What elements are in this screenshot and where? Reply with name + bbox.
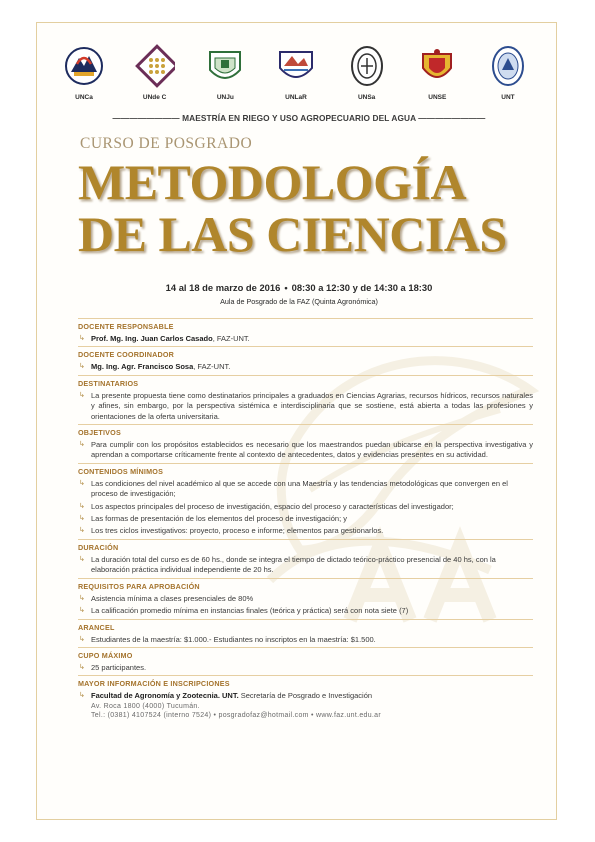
section-contenidos: [78, 463, 533, 537]
list-item: [78, 391, 533, 422]
list-item: [78, 334, 533, 344]
website-link[interactable]: www.faz.unt.edu.ar: [316, 712, 381, 720]
section-heading: DESTINATARIOS: [78, 378, 139, 388]
section-requisitos: [78, 578, 533, 617]
logo-label: UNSE: [428, 94, 447, 101]
unse-seal-icon: [417, 44, 457, 88]
arrow-icon: ↳: [79, 663, 85, 671]
institution-name: Facultad de Agronomía y Zootecnia. UNT.: [91, 691, 239, 701]
list-item: [78, 479, 533, 500]
section-arancel: [78, 619, 533, 645]
logo-unt: [480, 44, 536, 110]
section-objetivos: [78, 424, 533, 461]
list-item: [78, 526, 533, 536]
list-item: [78, 502, 533, 512]
section-heading: DOCENTE RESPONSABLE: [78, 322, 174, 331]
item-text: La presente propuesta tiene como destinatarios principales a graduados en Ciencias Agrarias, recursos hídricos, recursos naturales y afines, sin embargo, por la perspectiva sistémica e interdisciplinaria que se sostiene, está abierta a todas las profesiones y orientaciones de la oferta universitaria.: [91, 390, 533, 421]
item-text: Las condiciones del nivel académico al que se accede con una Maestría y las tendencias metodológicas que convergen en el proceso de investigación;: [91, 478, 508, 499]
arrow-icon: ↳: [79, 391, 85, 399]
arrow-icon: ↳: [79, 441, 85, 449]
item-text: La calificación promedio mínima en instancias finales (teórica y práctica) será con nota siete (7): [91, 606, 409, 616]
unju-seal-icon: [205, 44, 245, 88]
section-heading: MAYOR INFORMACIÓN E INSCRIPCIONES: [78, 679, 230, 689]
arrow-icon: ↳: [79, 607, 85, 615]
university-logos: [56, 44, 536, 110]
program-name: ———————— MAESTRÍA EN RIEGO Y USO AGROPECUARIO DEL AGUA ————————: [112, 113, 486, 123]
logo-unsa: [339, 44, 395, 110]
arrow-icon: ↳: [79, 692, 85, 700]
arrow-icon: ↳: [79, 363, 85, 371]
logo-label: UNLaR: [285, 94, 307, 101]
logo-label: UNT: [501, 94, 515, 101]
section-duracion: [78, 539, 533, 576]
list-item: [78, 514, 533, 524]
item-text: 25 participantes.: [91, 662, 147, 672]
item-text: Asistencia mínima a clases presenciales de 80%: [91, 593, 254, 603]
list-item: [78, 594, 533, 604]
course-details: [78, 318, 533, 723]
separator-bullet: •: [284, 282, 288, 293]
arrow-icon: ↳: [79, 635, 85, 643]
item-text: Los tres ciclos investigativos: proyecto, proceso e informe; elementos para gestionarlos.: [91, 526, 384, 536]
logo-label: UNJu: [216, 94, 234, 101]
coordinator-affiliation: , FAZ-UNT.: [193, 362, 231, 372]
section-heading: DURACIÓN: [78, 542, 119, 552]
email-link[interactable]: posgradofaz@hotmail.com: [218, 712, 309, 720]
logo-unca: [56, 44, 112, 110]
list-item: [78, 362, 533, 372]
schedule: 08:30 a 12:30 y de 14:30 a 18:30: [291, 282, 433, 293]
list-item: [78, 635, 533, 645]
list-item: [78, 663, 533, 673]
arrow-icon: ↳: [79, 479, 85, 487]
section-cupo: [78, 647, 533, 673]
unca-seal-icon: [64, 44, 104, 88]
logo-undec: [127, 44, 183, 110]
list-item: [78, 606, 533, 616]
section-heading: DOCENTE COORDINADOR: [78, 350, 175, 360]
course-title-line-2: DE LAS CIENCIAS: [78, 206, 507, 262]
item-text: La duración total del curso es de 60 hs., donde se integra el tiempo de dictado teórico-práctico presencial de 40 hs, con la elaboración práctica individual independiente de 20 hs.: [91, 554, 496, 575]
address: Av. Roca 1800 (4000) Tucumán.: [91, 702, 200, 710]
section-destinatarios: [78, 375, 533, 422]
arrow-icon: ↳: [79, 594, 85, 602]
logo-label: UNSa: [357, 94, 376, 101]
list-item: [78, 691, 533, 721]
course-title-line-1: METODOLOGÍA: [78, 154, 467, 210]
arrow-icon: ↳: [79, 502, 85, 510]
section-heading: OBJETIVOS: [78, 428, 121, 438]
separator-bullet: •: [211, 712, 219, 720]
arrow-icon: ↳: [79, 527, 85, 535]
logo-label: UNde C: [142, 94, 167, 101]
item-text: Para cumplir con los propósitos establecidos es necesario que los maestrandos puedan ubicarse en la perspectiva investigativa y aprendan a comportarse críticamente frente al contexto de antecedentes, datos y evidencias presentes en su actividad.: [91, 440, 533, 460]
logo-unlar: [268, 44, 324, 110]
separator-bullet: •: [308, 712, 317, 720]
section-heading: CONTENIDOS MÍNIMOS: [78, 466, 164, 476]
item-text: Los aspectos principales del proceso de investigación, espacio del proceso y características del investigador;: [91, 501, 454, 511]
course-type: CURSO DE POSGRADO: [80, 135, 253, 152]
unsa-seal-icon: [347, 44, 387, 88]
item-text: Las formas de presentación de los elementos del proceso de investigación; y: [91, 514, 347, 524]
arrow-icon: ↳: [79, 555, 85, 563]
coordinator-name: Mg. Ing. Agr. Francisco Sosa: [91, 362, 194, 372]
logo-unju: [197, 44, 253, 110]
logo-unse: [409, 44, 465, 110]
arrow-icon: ↳: [79, 515, 85, 523]
section-docente-responsable: [78, 318, 533, 344]
course-dates: [64, 282, 534, 293]
section-informacion: [78, 675, 533, 721]
venue: Aula de Posgrado de la FAZ (Quinta Agronómica): [220, 297, 378, 306]
section-heading: CUPO MÁXIMO: [78, 650, 133, 660]
undec-seal-icon: [135, 44, 175, 88]
list-item: [78, 440, 533, 461]
list-item: [78, 555, 533, 576]
arrow-icon: ↳: [79, 335, 85, 342]
logo-label: UNCa: [75, 94, 93, 101]
unlar-seal-icon: [276, 44, 316, 88]
item-text: Estudiantes de la maestría: $1.000.- Estudiantes no inscriptos en la maestría: $1.500.: [91, 634, 376, 644]
contact-line: [91, 711, 533, 721]
office-name: Secretaría de Posgrado e Investigación: [238, 691, 373, 701]
date-range: 14 al 18 de marzo de 2016: [165, 282, 281, 293]
teacher-name: Prof. Mg. Ing. Juan Carlos Casado: [91, 334, 213, 343]
section-heading: REQUISITOS PARA APROBACIÓN: [78, 581, 200, 591]
section-heading: ARANCEL: [78, 622, 115, 632]
unt-seal-icon: [488, 44, 528, 88]
phone: Tel.: (0381) 4107524 (interno 7524): [91, 712, 212, 720]
teacher-affiliation: , FAZ-UNT.: [212, 334, 250, 343]
section-docente-coordinador: [78, 346, 533, 372]
